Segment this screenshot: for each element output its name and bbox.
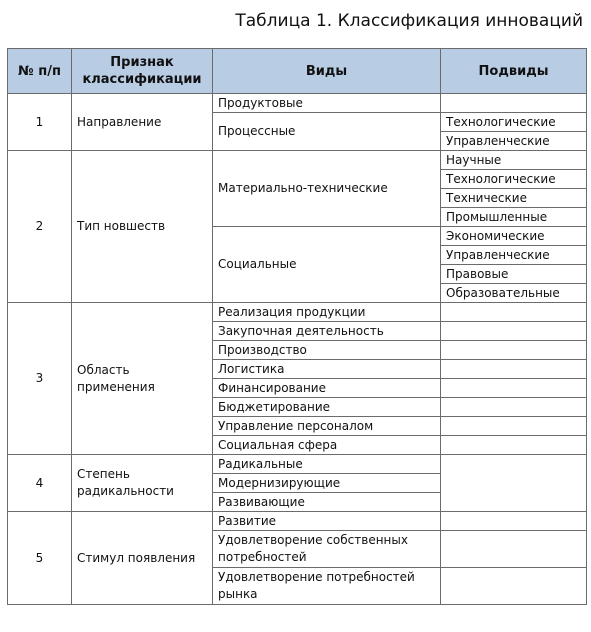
subtype-cell: Технологические <box>441 113 587 132</box>
type-cell: Производство <box>213 341 441 360</box>
row-number: 4 <box>8 455 72 512</box>
table-caption: Таблица 1. Классификация инноваций <box>235 11 583 31</box>
row-criterion: Область применения <box>72 303 213 455</box>
header-num: № п/п <box>8 49 72 94</box>
type-cell: Социальные <box>213 227 441 303</box>
row-criterion: Направление <box>72 94 213 151</box>
header-types: Виды <box>213 49 441 94</box>
subtype-cell <box>441 436 587 455</box>
table-row <box>8 512 587 531</box>
subtype-cell <box>441 417 587 436</box>
subtype-cell <box>441 512 587 531</box>
row-criterion: Тип новшеств <box>72 151 213 303</box>
subtype-cell <box>441 360 587 379</box>
subtype-cell <box>441 379 587 398</box>
innovation-classification-table <box>7 48 587 605</box>
subtype-cell <box>441 568 587 605</box>
subtype-cell: Образовательные <box>441 284 587 303</box>
row-number: 2 <box>8 151 72 303</box>
type-cell: Логистика <box>213 360 441 379</box>
type-cell: Закупочная деятельность <box>213 322 441 341</box>
table-row <box>8 151 587 170</box>
type-cell: Удовлетворение потребностей рынка <box>213 568 441 605</box>
header-row <box>8 49 587 94</box>
subtype-cell <box>441 455 587 512</box>
type-cell: Социальная сфера <box>213 436 441 455</box>
row-number: 5 <box>8 512 72 605</box>
row-criterion: Стимул появления <box>72 512 213 605</box>
subtype-cell: Промышленные <box>441 208 587 227</box>
type-cell: Продуктовые <box>213 94 441 113</box>
type-cell: Радикальные <box>213 455 441 474</box>
subtype-cell: Правовые <box>441 265 587 284</box>
subtype-cell <box>441 94 587 113</box>
subtype-cell <box>441 531 587 568</box>
type-cell: Удовлетворение собственных потребностей <box>213 531 441 568</box>
type-cell: Реализация продукции <box>213 303 441 322</box>
type-cell: Развивающие <box>213 493 441 512</box>
row-number: 1 <box>8 94 72 151</box>
header-subtypes: Подвиды <box>441 49 587 94</box>
table-row <box>8 94 587 113</box>
subtype-cell <box>441 341 587 360</box>
type-cell: Развитие <box>213 512 441 531</box>
table-row <box>8 303 587 322</box>
subtype-cell: Научные <box>441 151 587 170</box>
subtype-cell: Технологические <box>441 170 587 189</box>
subtype-cell: Управленческие <box>441 132 587 151</box>
row-criterion: Степень радикальности <box>72 455 213 512</box>
subtype-cell <box>441 322 587 341</box>
table-row <box>8 455 587 474</box>
type-cell: Управление персоналом <box>213 417 441 436</box>
subtype-cell <box>441 398 587 417</box>
type-cell: Модернизирующие <box>213 474 441 493</box>
header-criterion: Признак классификации <box>72 49 213 94</box>
row-number: 3 <box>8 303 72 455</box>
type-cell: Материально-технические <box>213 151 441 227</box>
type-cell: Процессные <box>213 113 441 151</box>
subtype-cell <box>441 303 587 322</box>
type-cell: Финансирование <box>213 379 441 398</box>
type-cell: Бюджетирование <box>213 398 441 417</box>
subtype-cell: Экономические <box>441 227 587 246</box>
subtype-cell: Управленческие <box>441 246 587 265</box>
subtype-cell: Технические <box>441 189 587 208</box>
